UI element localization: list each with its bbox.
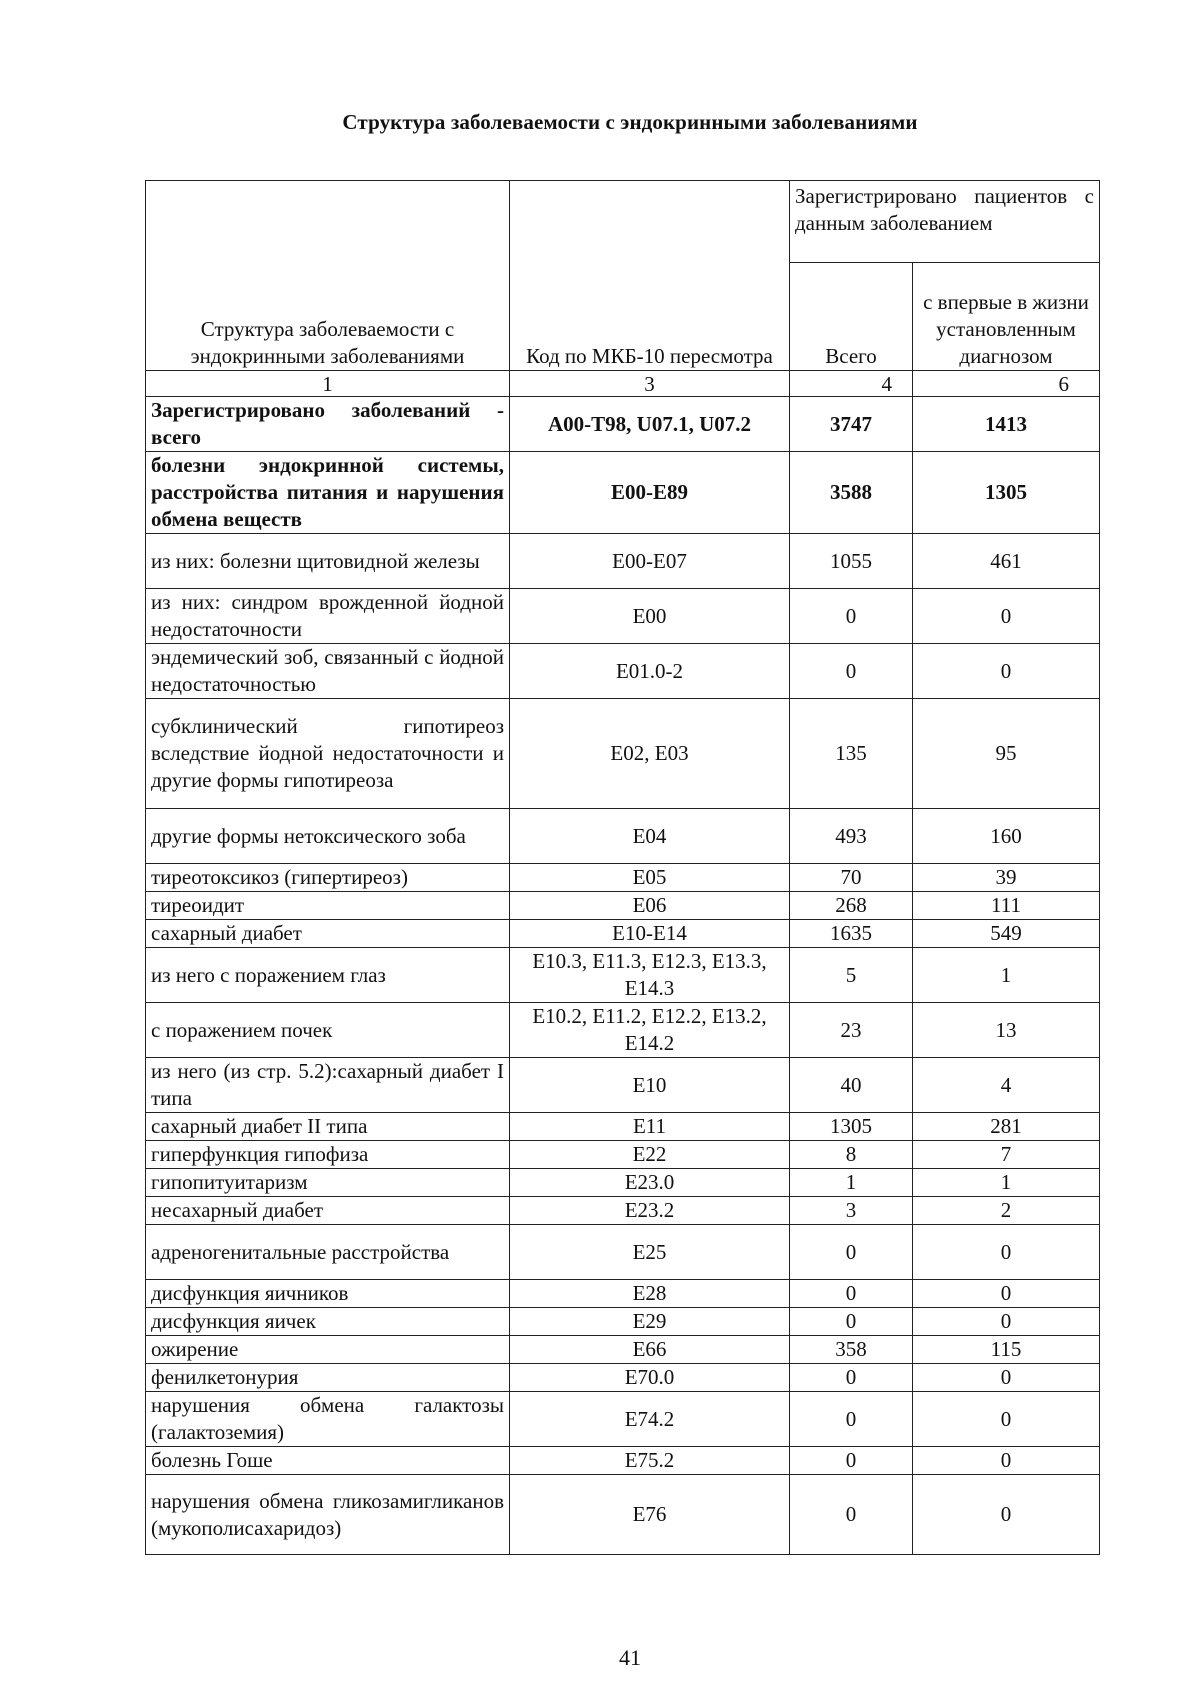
row-total: 0: [790, 1225, 913, 1280]
table-row: [146, 1308, 1100, 1336]
row-name: тиреоидит: [146, 892, 510, 920]
col-number-6: 6: [913, 371, 1100, 397]
row-name: несахарный диабет: [146, 1197, 510, 1225]
table-row: [146, 1141, 1100, 1169]
row-name: ожирение: [146, 1336, 510, 1364]
row-icd-code: E70.0: [510, 1364, 790, 1392]
table-row: [146, 920, 1100, 948]
row-icd-code: E02, E03: [510, 699, 790, 809]
table-row: [146, 589, 1100, 644]
row-total: 268: [790, 892, 913, 920]
row-new-diagnosed: 1: [913, 1169, 1100, 1197]
row-name: из него с поражением глаз: [146, 948, 510, 1003]
table-row: [146, 864, 1100, 892]
row-name: из них: синдром врожденной йодной недостаточности: [146, 589, 510, 644]
row-new-diagnosed: 39: [913, 864, 1100, 892]
row-new-diagnosed: 549: [913, 920, 1100, 948]
row-icd-code: E10.3, E11.3, E12.3, E13.3, E14.3: [510, 948, 790, 1003]
row-name: дисфункция яичек: [146, 1308, 510, 1336]
table-row: [146, 1169, 1100, 1197]
row-name: субклинический гипотиреоз вследствие йодной недостаточности и другие формы гипотиреоза: [146, 699, 510, 809]
table-row: [146, 1058, 1100, 1113]
row-new-diagnosed: 0: [913, 1364, 1100, 1392]
col-number-3: 3: [510, 371, 790, 397]
row-name: тиреотоксикоз (гипертиреоз): [146, 864, 510, 892]
morbidity-table: [145, 180, 1100, 1555]
row-name: другие формы нетоксического зоба: [146, 809, 510, 864]
table-row: [146, 1280, 1100, 1308]
row-total: 358: [790, 1336, 913, 1364]
row-name: гиперфункция гипофиза: [146, 1141, 510, 1169]
row-icd-code: E11: [510, 1113, 790, 1141]
row-icd-code: E00-E07: [510, 534, 790, 589]
row-total: 1305: [790, 1113, 913, 1141]
row-total: 0: [790, 1308, 913, 1336]
row-new-diagnosed: 95: [913, 699, 1100, 809]
row-icd-code: E28: [510, 1280, 790, 1308]
row-total: 40: [790, 1058, 913, 1113]
page-title: Структура заболеваемости с эндокринными заболеваниями: [342, 110, 918, 134]
row-name: из него (из стр. 5.2):сахарный диабет I типа: [146, 1058, 510, 1113]
row-total: 0: [790, 1280, 913, 1308]
table-row: [146, 1197, 1100, 1225]
col-number-4: 4: [790, 371, 913, 397]
row-new-diagnosed: 0: [913, 644, 1100, 699]
row-total: 5: [790, 948, 913, 1003]
table-row: [146, 1392, 1100, 1447]
row-icd-code: E23.2: [510, 1197, 790, 1225]
row-total: 1055: [790, 534, 913, 589]
row-icd-code: E10.2, E11.2, E12.2, E13.2, E14.2: [510, 1003, 790, 1058]
row-new-diagnosed: 13: [913, 1003, 1100, 1058]
row-icd-code: E23.0: [510, 1169, 790, 1197]
row-new-diagnosed: 2: [913, 1197, 1100, 1225]
row-new-diagnosed: 0: [913, 1280, 1100, 1308]
table-row: [146, 809, 1100, 864]
header-registered: Зарегистрировано пациентов с данным заболеванием: [790, 181, 1100, 263]
row-name: сахарный диабет: [146, 920, 510, 948]
table-row: [146, 1003, 1100, 1058]
table-row: [146, 452, 1100, 534]
row-name: сахарный диабет II типа: [146, 1113, 510, 1141]
row-new-diagnosed: 1413: [913, 397, 1100, 452]
row-total: 3: [790, 1197, 913, 1225]
row-name: Зарегистрировано заболеваний - всего: [146, 397, 510, 452]
row-total: 0: [790, 1392, 913, 1447]
row-icd-code: E10: [510, 1058, 790, 1113]
row-total: 0: [790, 1475, 913, 1555]
table-body: [146, 397, 1100, 1555]
table-row: [146, 948, 1100, 1003]
row-new-diagnosed: 0: [913, 1225, 1100, 1280]
row-new-diagnosed: 7: [913, 1141, 1100, 1169]
row-new-diagnosed: 115: [913, 1336, 1100, 1364]
row-icd-code: E06: [510, 892, 790, 920]
row-icd-code: E00: [510, 589, 790, 644]
row-name: из них: болезни щитовидной железы: [146, 534, 510, 589]
row-new-diagnosed: 1: [913, 948, 1100, 1003]
row-new-diagnosed: 4: [913, 1058, 1100, 1113]
row-total: 0: [790, 589, 913, 644]
table-row: [146, 1113, 1100, 1141]
row-new-diagnosed: 0: [913, 1392, 1100, 1447]
row-new-diagnosed: 111: [913, 892, 1100, 920]
row-new-diagnosed: 0: [913, 589, 1100, 644]
row-icd-code: E66: [510, 1336, 790, 1364]
row-name: нарушения обмена гликозамигликанов (мукополисахаридоз): [146, 1475, 510, 1555]
row-name: болезни эндокринной системы, расстройства питания и нарушения обмена веществ: [146, 452, 510, 534]
table-row: [146, 534, 1100, 589]
row-name: фенилкетонурия: [146, 1364, 510, 1392]
row-new-diagnosed: 0: [913, 1308, 1100, 1336]
row-name: эндемический зоб, связанный с йодной недостаточностью: [146, 644, 510, 699]
row-new-diagnosed: 281: [913, 1113, 1100, 1141]
row-icd-code: E00-E89: [510, 452, 790, 534]
row-new-diagnosed: 461: [913, 534, 1100, 589]
row-name: адреногенитальные расстройства: [146, 1225, 510, 1280]
row-icd-code: E22: [510, 1141, 790, 1169]
row-icd-code: E01.0-2: [510, 644, 790, 699]
row-name: дисфункция яичников: [146, 1280, 510, 1308]
table-row: [146, 1447, 1100, 1475]
row-icd-code: E25: [510, 1225, 790, 1280]
table-row: [146, 1364, 1100, 1392]
table-row: [146, 1225, 1100, 1280]
row-total: 135: [790, 699, 913, 809]
row-total: 1: [790, 1169, 913, 1197]
header-total: Всего: [790, 263, 913, 371]
row-name: гипопитуитаризм: [146, 1169, 510, 1197]
row-icd-code: E75.2: [510, 1447, 790, 1475]
header-name: Структура заболеваемости с эндокринными заболеваниями: [146, 181, 510, 371]
row-name: с поражением почек: [146, 1003, 510, 1058]
header-row-top: [146, 181, 1100, 263]
row-total: 1635: [790, 920, 913, 948]
table-row: [146, 892, 1100, 920]
row-icd-code: A00-T98, U07.1, U07.2: [510, 397, 790, 452]
header-new: с впервые в жизни установленным диагнозом: [913, 263, 1100, 371]
table-row: [146, 644, 1100, 699]
row-new-diagnosed: 0: [913, 1447, 1100, 1475]
row-total: 23: [790, 1003, 913, 1058]
row-total: 0: [790, 1447, 913, 1475]
row-icd-code: E74.2: [510, 1392, 790, 1447]
row-total: 493: [790, 809, 913, 864]
row-icd-code: E10-E14: [510, 920, 790, 948]
header-code: Код по МКБ-10 пересмотра: [510, 181, 790, 371]
row-new-diagnosed: 160: [913, 809, 1100, 864]
row-icd-code: E29: [510, 1308, 790, 1336]
row-total: 8: [790, 1141, 913, 1169]
col-number-1: 1: [146, 371, 510, 397]
row-icd-code: E04: [510, 809, 790, 864]
row-new-diagnosed: 1305: [913, 452, 1100, 534]
table-row: [146, 1475, 1100, 1555]
row-total: 70: [790, 864, 913, 892]
table-row: [146, 397, 1100, 452]
row-total: 3588: [790, 452, 913, 534]
row-new-diagnosed: 0: [913, 1475, 1100, 1555]
row-icd-code: E05: [510, 864, 790, 892]
column-number-row: [146, 371, 1100, 397]
table-row: [146, 699, 1100, 809]
row-icd-code: E76: [510, 1475, 790, 1555]
row-total: 0: [790, 1364, 913, 1392]
row-name: нарушения обмена галактозы (галактоземия): [146, 1392, 510, 1447]
row-total: 3747: [790, 397, 913, 452]
page-number: 41: [619, 1645, 641, 1670]
table-row: [146, 1336, 1100, 1364]
row-name: болезнь Гоше: [146, 1447, 510, 1475]
row-total: 0: [790, 644, 913, 699]
